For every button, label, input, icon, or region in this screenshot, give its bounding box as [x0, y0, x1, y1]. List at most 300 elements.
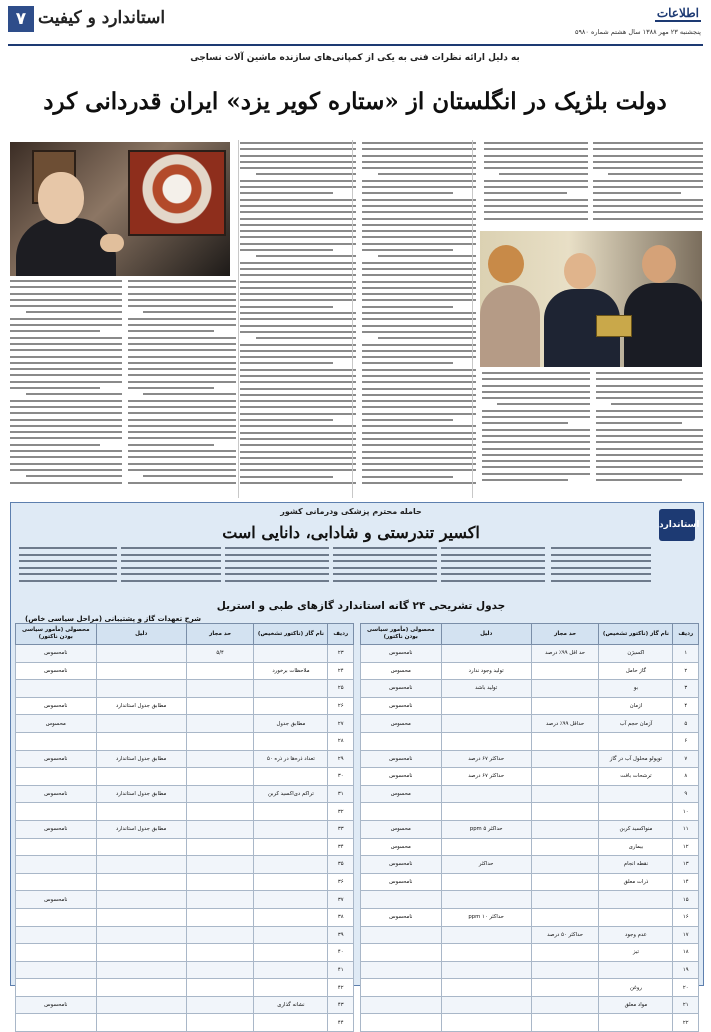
text-line [240, 457, 356, 459]
ad-text-col [333, 547, 437, 587]
text-line [128, 286, 236, 288]
table-cell [254, 680, 328, 698]
text-line [497, 403, 590, 405]
table-cell [186, 891, 254, 909]
table-cell [531, 891, 599, 909]
text-line [362, 350, 476, 352]
table-cell [186, 785, 254, 803]
text-line [128, 431, 236, 433]
text-line [240, 142, 356, 144]
table-cell [96, 996, 186, 1014]
table-cell: بو [599, 680, 673, 698]
table-cell: ۳۳ [328, 820, 354, 838]
table-cell [254, 838, 328, 856]
table-cell: ۲۶ [328, 697, 354, 715]
table-cell: نامحسوس [361, 768, 442, 786]
text-line [484, 192, 567, 194]
text-line [551, 560, 651, 562]
text-line [128, 469, 236, 471]
table-cell: مواد معلق [599, 996, 673, 1014]
table-row [16, 979, 354, 997]
text-line [596, 397, 703, 399]
table-cell [531, 750, 599, 768]
text-line [10, 400, 122, 402]
table-cell [186, 715, 254, 733]
table-cell [441, 891, 531, 909]
table-cell [186, 944, 254, 962]
text-line [10, 425, 122, 427]
table-cell: تیز [599, 944, 673, 962]
table-cell [254, 732, 328, 750]
text-line [593, 167, 703, 169]
gas-standards-table-left [15, 623, 354, 1032]
issue-line: پنجشنبه ۲۳ مهر ۱۳۸۸ سال هشتم شماره ۵۹۸۰ [574, 28, 701, 36]
table-cell: ۴۱ [328, 961, 354, 979]
table-cell: حداکثر ۵ ppm [441, 820, 531, 838]
text-line [121, 567, 221, 569]
text-line [26, 393, 122, 395]
text-line [362, 444, 476, 446]
text-line [482, 429, 590, 431]
table-cell [599, 803, 673, 821]
text-line [10, 337, 122, 339]
table-header-cell: حد مجاز [186, 624, 254, 645]
table-cell: حداکثر [441, 856, 531, 874]
text-line [10, 444, 100, 446]
table-cell [254, 1014, 328, 1032]
text-line [362, 419, 453, 421]
text-line [225, 560, 329, 562]
table-cell: نامحسوس [16, 697, 97, 715]
text-line [240, 192, 333, 194]
text-line [482, 441, 590, 443]
table-cell: ۳۱ [328, 785, 354, 803]
text-line [240, 293, 356, 295]
table-cell: ۲۹ [328, 750, 354, 768]
table-cell [96, 961, 186, 979]
text-line [128, 450, 236, 452]
table-row [16, 662, 354, 680]
table-cell [531, 1014, 599, 1032]
text-line [596, 378, 703, 380]
text-line [362, 457, 476, 459]
text-line [240, 243, 356, 245]
text-line [240, 463, 356, 465]
table-row [16, 768, 354, 786]
table-row [16, 715, 354, 733]
table-cell: ۲۵ [328, 680, 354, 698]
table-cell: ۱۴ [673, 873, 699, 891]
text-line [128, 293, 236, 295]
table-cell [599, 961, 673, 979]
text-line [240, 318, 356, 320]
text-line [240, 388, 356, 390]
text-line [19, 554, 117, 556]
table-cell: نقطه انجام [599, 856, 673, 874]
gas-standards-table-right [360, 623, 699, 1032]
text-line [362, 476, 453, 478]
text-line [362, 167, 476, 169]
text-line [482, 435, 590, 437]
table-cell [599, 1014, 673, 1032]
text-line [240, 236, 356, 238]
table-cell: نامحسوس [16, 645, 97, 663]
table-cell: محسوس [361, 820, 442, 838]
table-cell: ۱۰ [673, 803, 699, 821]
table-row [361, 820, 699, 838]
text-line [225, 580, 329, 582]
text-line [10, 324, 122, 326]
table-cell [16, 768, 97, 786]
table-cell [361, 961, 442, 979]
table-row [16, 1014, 354, 1032]
table-cell: ملاحظات برخورد [254, 662, 328, 680]
table-cell [441, 785, 531, 803]
table-cell [96, 856, 186, 874]
table-row [361, 1014, 699, 1032]
table-cell: مطابق جدول استاندارد [96, 750, 186, 768]
table-row [361, 979, 699, 997]
table-row [361, 803, 699, 821]
ad-organization: حامله محترم پزشکی ودرمانی کشور [280, 507, 422, 516]
text-line [240, 482, 356, 484]
text-line [333, 573, 437, 575]
text-line [10, 318, 122, 320]
column-rule [352, 140, 353, 498]
table-cell [531, 803, 599, 821]
table-cell: ۱۱ [673, 820, 699, 838]
table-cell [531, 697, 599, 715]
table-cell [186, 680, 254, 698]
text-line [240, 205, 356, 207]
table-cell [16, 732, 97, 750]
table-cell [96, 838, 186, 856]
text-line [128, 419, 236, 421]
text-line [128, 368, 236, 370]
text-line [240, 167, 356, 169]
table-cell: تولید باشد [441, 680, 531, 698]
text-line [482, 372, 590, 374]
text-line [362, 425, 476, 427]
text-line [362, 299, 476, 301]
text-line [362, 161, 476, 163]
text-line [482, 391, 590, 393]
table-cell [96, 891, 186, 909]
text-line [441, 560, 545, 562]
table-cell [441, 926, 531, 944]
table-cell [361, 891, 442, 909]
table-cell [254, 873, 328, 891]
table-cell [441, 803, 531, 821]
table-cell: نامحسوس [361, 680, 442, 698]
text-line [362, 236, 476, 238]
text-line [121, 554, 221, 556]
text-line [256, 173, 356, 175]
text-line [10, 412, 122, 414]
text-line [240, 356, 356, 358]
table-row [361, 873, 699, 891]
text-line [441, 554, 545, 556]
table-cell [361, 926, 442, 944]
header-rule [8, 44, 703, 46]
text-line [10, 356, 122, 358]
table-row [361, 996, 699, 1014]
text-line [128, 318, 236, 320]
text-line [362, 400, 476, 402]
column-rule [472, 140, 473, 498]
table-cell: نامحسوس [361, 750, 442, 768]
table-cell [186, 926, 254, 944]
table-cell: نامحسوس [361, 856, 442, 874]
table-cell [531, 873, 599, 891]
text-line [362, 432, 476, 434]
text-line [611, 403, 703, 405]
table-cell [96, 715, 186, 733]
table-cell: ۳۷ [328, 891, 354, 909]
text-line [441, 547, 545, 549]
text-line [484, 161, 588, 163]
text-line [362, 262, 476, 264]
table-row [16, 732, 354, 750]
table-cell [441, 873, 531, 891]
text-line [378, 255, 476, 257]
text-line [128, 343, 236, 345]
text-line [551, 547, 651, 549]
table-cell [361, 996, 442, 1014]
text-line [10, 293, 122, 295]
table-cell: نشانه گذاری [254, 996, 328, 1014]
text-line [121, 573, 221, 575]
text-line [362, 148, 476, 150]
table-cell: ۴۰ [328, 944, 354, 962]
article-headline: دولت بلژیک در انگلستان از «ستاره کویر یزد» ایران قدردانی کرد [43, 88, 667, 115]
text-line [19, 547, 117, 549]
text-line [362, 381, 476, 383]
text-line [362, 356, 476, 358]
table-cell [361, 979, 442, 997]
table-header-cell: محصولی (مأمور سیاسی بودن ناکتور) [361, 624, 442, 645]
text-line [593, 199, 703, 201]
text-line [10, 343, 122, 345]
text-line [240, 406, 356, 408]
table-cell: ۱۹ [673, 961, 699, 979]
text-line [26, 475, 122, 477]
text-line [10, 280, 122, 282]
text-line [10, 450, 122, 452]
table-cell [531, 820, 599, 838]
text-line [128, 381, 236, 383]
table-cell [186, 820, 254, 838]
text-line [10, 437, 122, 439]
text-line [596, 473, 703, 475]
table-cell [441, 715, 531, 733]
text-line [362, 369, 476, 371]
text-line [593, 218, 703, 220]
text-line [593, 192, 681, 194]
text-line [362, 243, 476, 245]
text-line [593, 180, 703, 182]
table-row [361, 732, 699, 750]
text-line [10, 482, 122, 484]
table-cell: حداکثر ۵۰ درصد [531, 926, 599, 944]
table-row [361, 785, 699, 803]
table-cell: ۹ [673, 785, 699, 803]
table-row [16, 944, 354, 962]
table-cell [254, 856, 328, 874]
table-cell [96, 926, 186, 944]
table-cell [531, 662, 599, 680]
text-line [482, 448, 590, 450]
text-line [484, 155, 588, 157]
table-row [16, 838, 354, 856]
text-line [240, 331, 356, 333]
table-cell: گاز حامل [599, 662, 673, 680]
text-line [121, 547, 221, 549]
table-cell [186, 979, 254, 997]
table-cell [254, 820, 328, 838]
text-line [240, 224, 356, 226]
text-line [596, 372, 703, 374]
text-line [484, 205, 588, 207]
text-line [484, 186, 588, 188]
table-cell: حداکثر ۶۷ درصد [441, 768, 531, 786]
table-header-cell: ردیف [328, 624, 354, 645]
table-cell: نامحسوس [361, 873, 442, 891]
table-cell [531, 944, 599, 962]
text-column-8 [482, 372, 590, 490]
text-line [362, 199, 476, 201]
table-cell: ۲۳ [328, 645, 354, 663]
table-cell [361, 803, 442, 821]
text-line [240, 281, 356, 283]
text-line [10, 387, 100, 389]
text-column-7 [596, 372, 703, 490]
table-cell [531, 768, 599, 786]
text-line [128, 463, 236, 465]
table-row [361, 645, 699, 663]
text-line [441, 580, 545, 582]
table-header-cell: ردیف [673, 624, 699, 645]
text-line [333, 547, 437, 549]
text-line [482, 473, 590, 475]
text-line [362, 482, 476, 484]
table-cell: ۳۴ [328, 838, 354, 856]
table-row [361, 961, 699, 979]
table-cell [531, 961, 599, 979]
table-cell [16, 926, 97, 944]
text-line [10, 299, 122, 301]
text-line [143, 475, 236, 477]
text-line [26, 311, 122, 313]
text-line [225, 573, 329, 575]
text-line [551, 580, 651, 582]
text-line [240, 362, 333, 364]
text-line [225, 567, 329, 569]
text-line [482, 397, 590, 399]
table-row [361, 697, 699, 715]
text-line [128, 299, 236, 301]
text-line [240, 381, 356, 383]
table-cell [599, 785, 673, 803]
text-line [333, 554, 437, 556]
text-line [128, 406, 236, 408]
text-line [484, 211, 588, 213]
table-header-cell: دلیل [96, 624, 186, 645]
text-line [551, 573, 651, 575]
table-header-cell: نام گاز (ناکتور تشخیص) [254, 624, 328, 645]
text-line [240, 274, 356, 276]
table-cell: محسوس [361, 785, 442, 803]
text-line [10, 286, 122, 288]
table-cell: ۸ [673, 768, 699, 786]
text-column-5 [128, 280, 236, 490]
table-cell: ۴۲ [328, 979, 354, 997]
text-line [240, 180, 356, 182]
table-cell: ۲۲ [673, 1014, 699, 1032]
ad-text-col [121, 547, 221, 587]
table-cell [96, 732, 186, 750]
text-line [596, 479, 682, 481]
table-row [361, 750, 699, 768]
text-line [596, 435, 703, 437]
text-line [362, 375, 476, 377]
text-line [333, 567, 437, 569]
text-line [240, 425, 356, 427]
table-cell [531, 979, 599, 997]
newspaper-logo: اطلاعات [656, 6, 699, 20]
text-line [362, 469, 476, 471]
table-cell [531, 680, 599, 698]
text-line [482, 422, 568, 424]
text-line [482, 416, 590, 418]
text-line [128, 330, 214, 332]
table-cell: عدم وجود [599, 926, 673, 944]
table-cell: ازمان [599, 697, 673, 715]
text-line [240, 211, 356, 213]
text-line [225, 547, 329, 549]
table-cell [599, 908, 673, 926]
text-line [596, 410, 703, 412]
table-cell [254, 697, 328, 715]
text-column-4 [240, 142, 356, 490]
text-line [482, 454, 590, 456]
text-line [10, 368, 122, 370]
table-cell [531, 785, 599, 803]
table-cell [186, 996, 254, 1014]
table-cell [441, 697, 531, 715]
table-cell: ۲۱ [673, 996, 699, 1014]
table-cell [16, 838, 97, 856]
column-rule [238, 140, 239, 498]
table-cell: ۳۲ [328, 803, 354, 821]
text-line [378, 173, 476, 175]
table-cell [254, 926, 328, 944]
table-cell [96, 1014, 186, 1032]
table-cell [16, 680, 97, 698]
table-cell [186, 768, 254, 786]
standard-logo-icon: استاندارد [659, 509, 695, 541]
text-line [362, 186, 476, 188]
text-line [240, 186, 356, 188]
table-cell [96, 768, 186, 786]
table-cell: ۴ [673, 697, 699, 715]
text-line [362, 312, 476, 314]
text-line [240, 312, 356, 314]
table-cell: ۳ [673, 680, 699, 698]
table-row [361, 908, 699, 926]
table-cell [531, 856, 599, 874]
table-cell [16, 1014, 97, 1032]
